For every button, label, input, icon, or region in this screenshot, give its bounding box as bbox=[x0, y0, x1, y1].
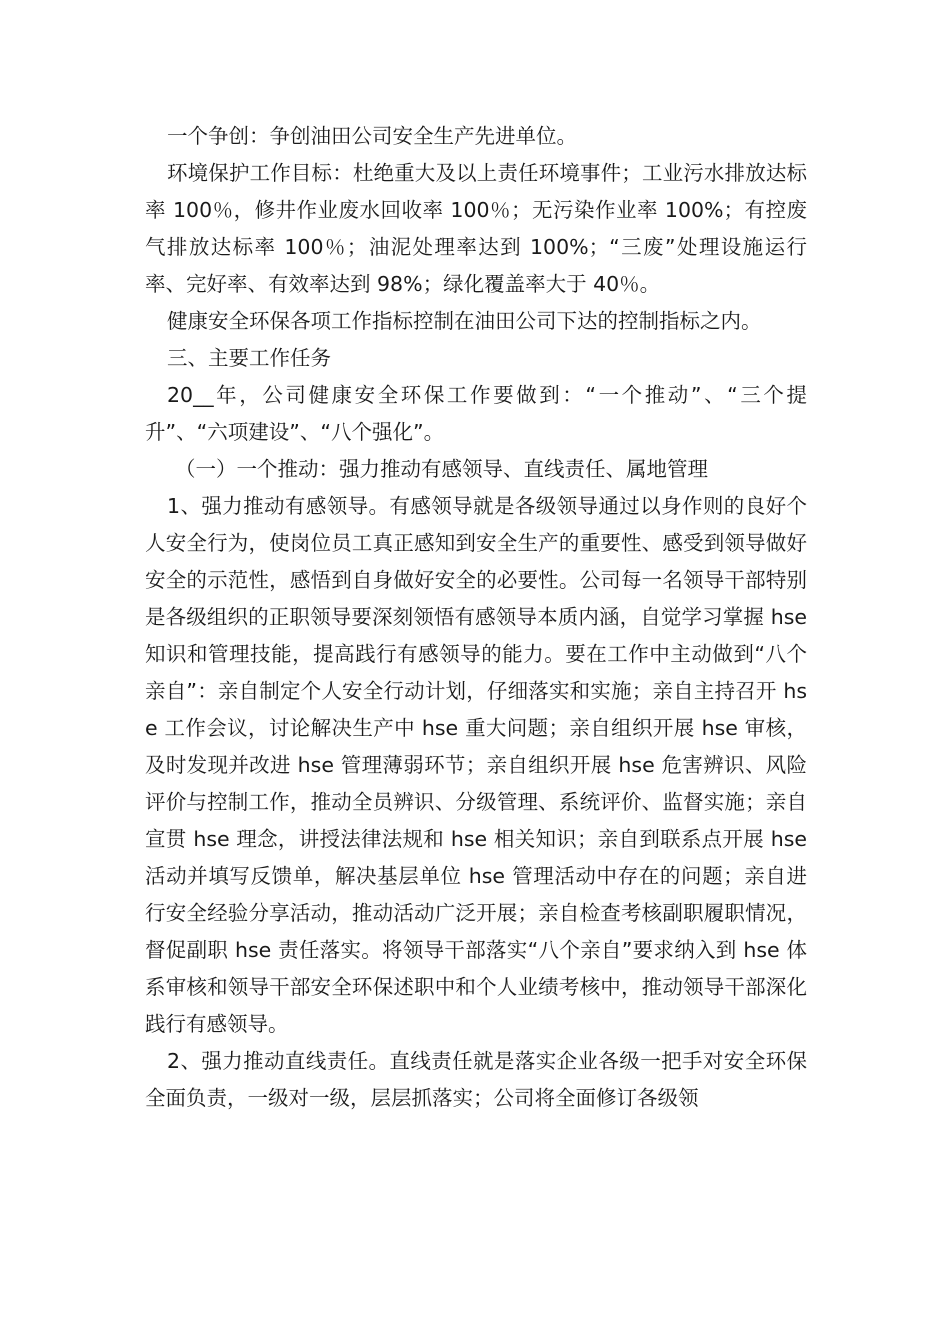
paragraph-line-responsibility: 2、强力推动直线责任。直线责任就是落实企业各级一把手对安全环保全面负责，一级对一级，层层抓落实；公司将全面修订各级领 bbox=[145, 1049, 807, 1110]
section-heading-main-tasks: 三、主要工作任务 bbox=[167, 346, 331, 370]
paragraph-felt-leadership: 1、强力推动有感领导。有感领导就是各级领导通过以身作则的良好个人安全行为，使岗位员工真正感知到安全生产的重要性、感受到领导做好安全的示范性，感悟到自身做好安全的必要性。公司每一名领导干部特别是各级组织的正职领导要深刻领悟有感领导本质内涵，自觉学习掌握 hse 知识和管理技能，提高践行有感领导的能力。要在工作中主动做到“八个亲自”：亲自制定个人安全行动计划，仔细落实和实施；亲自主持召开 hse 工作会议，讨论解决生产中 hse 重大问题；亲自组织开展 hse 审核，及时发现并改进 hse 管理薄弱环节；亲自组织开展 hse 危害辨识、风险评价与控制工作，推动全员辨识、分级管理、系统评价、监督实施；亲自宣贯 hse 理念，讲授法律法规和 hse 相关知识；亲自到联系点开展 hse 活动并填写反馈单，解决基层单位 hse 管理活动中存在的问题；亲自进行安全经验分享活动，推动活动广泛开展；亲自检查考核副职履职情况，督促副职 hse 责任落实。将领导干部落实“八个亲自”要求纳入到 hse 体系审核和领导干部安全环保述职中和个人业绩考核中，推动领导干部深化践行有感领导。 bbox=[145, 494, 807, 1036]
paragraph-year-summary: 20__年，公司健康安全环保工作要做到：“一个推动”、“三个提升”、“六项建设”、“八个强化”。 bbox=[145, 383, 807, 444]
paragraph-environment-targets: 环境保护工作目标：杜绝重大及以上责任环境事件；工业污水排放达标率 100％，修井作业废水回收率 100％；无污染作业率 100%；有控废气排放达标率 100％；油泥处理率达到 100%；“三废”处理设施运行率、完好率、有效率达到 98%；绿化覆盖率大于 40％。 bbox=[145, 161, 807, 296]
paragraph-goal-competition: 一个争创：争创油田公司安全生产先进单位。 bbox=[167, 124, 577, 148]
subsection-heading-one-push: （一）一个推动：强力推动有感领导、直线责任、属地管理 bbox=[175, 457, 708, 481]
document-body bbox=[145, 118, 807, 1117]
paragraph-indicator-control: 健康安全环保各项工作指标控制在油田公司下达的控制指标之内。 bbox=[167, 309, 762, 333]
